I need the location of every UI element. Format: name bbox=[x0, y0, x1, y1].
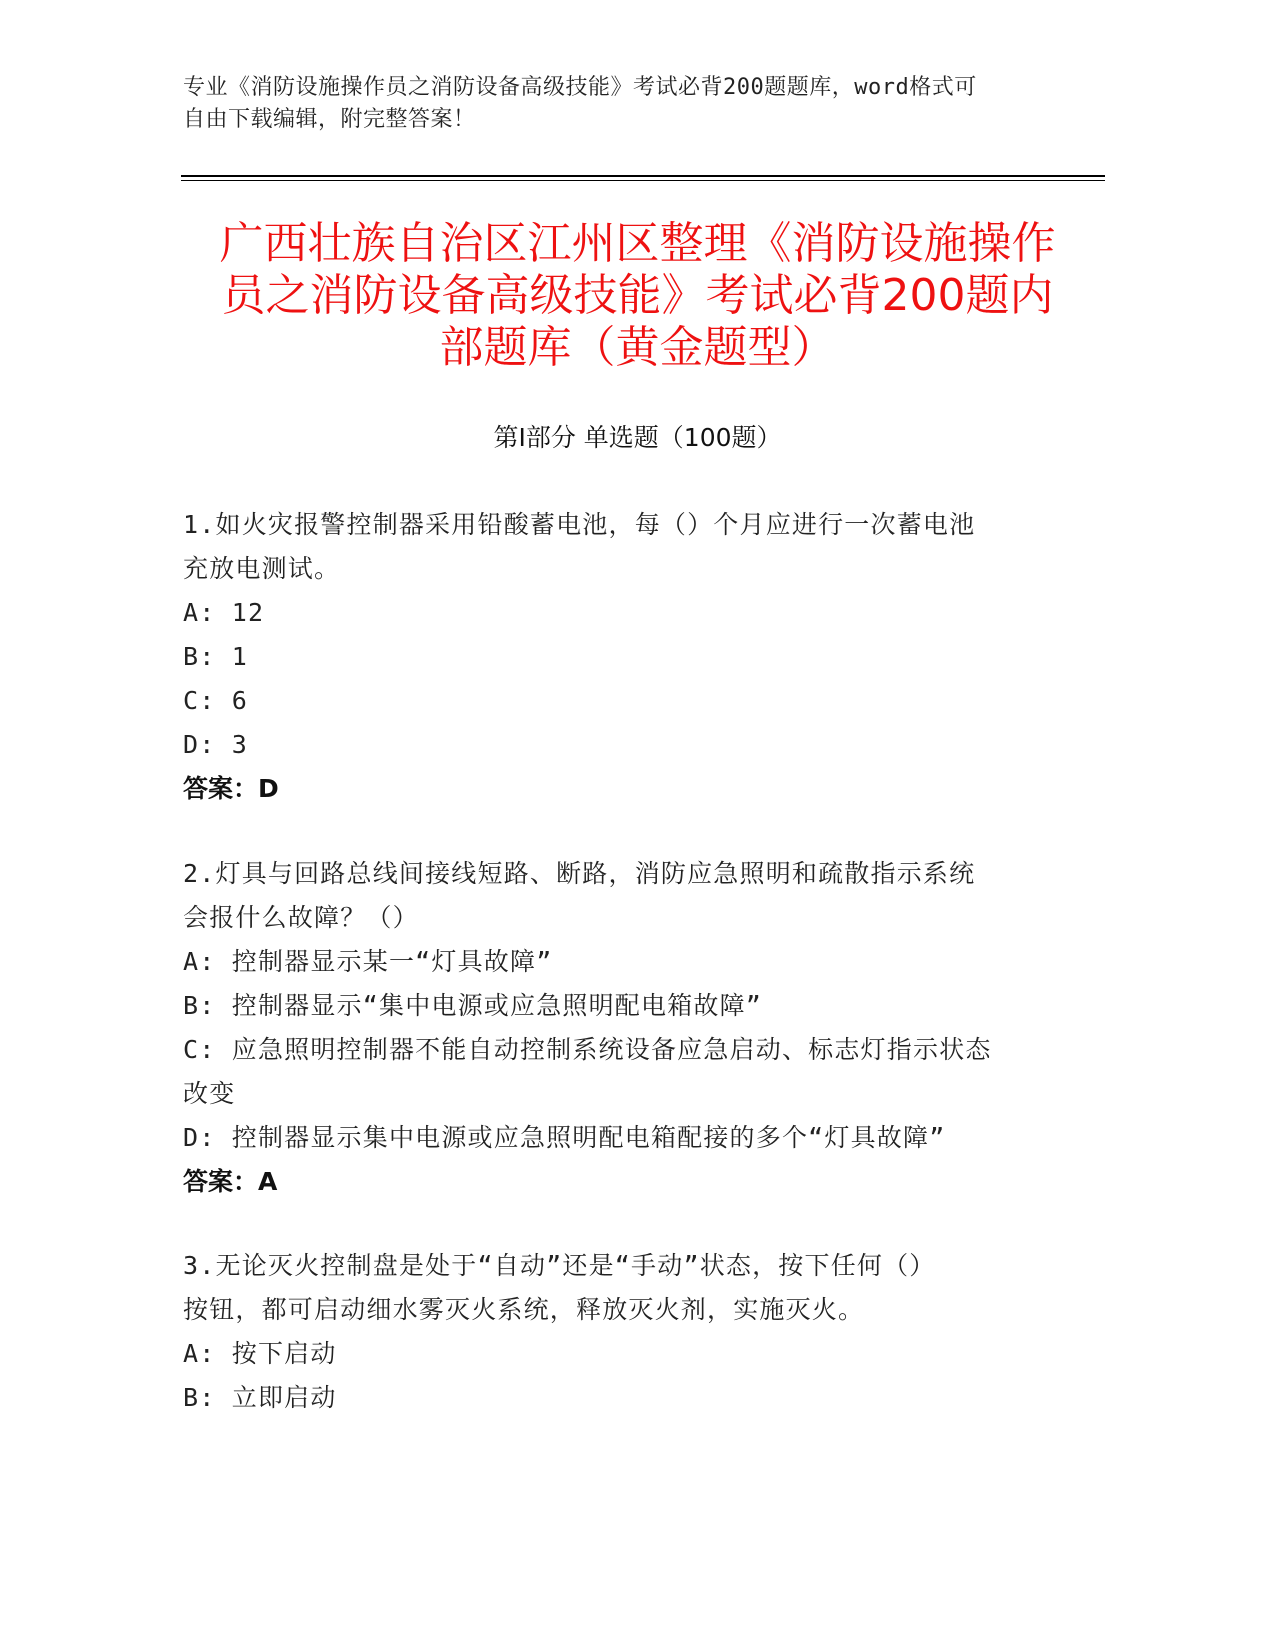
document-title bbox=[150, 218, 1125, 374]
option-b: B: 1 bbox=[183, 642, 249, 671]
option-c: C: 应急照明控制器不能自动控制系统设备应急启动、标志灯指示状态 bbox=[183, 1035, 992, 1064]
title-line-2: 员之消防设备高级技能》考试必背200题内 bbox=[221, 270, 1054, 321]
question-stem: 2.灯具与回路总线间接线短路、断路，消防应急照明和疏散指示系统 bbox=[183, 859, 976, 888]
question-1 bbox=[183, 503, 1083, 811]
question-stem-continued: 充放电测试。 bbox=[183, 554, 341, 583]
header-note-line-1: 专业《消防设施操作员之消防设备高级技能》考试必背200题题库，word格式可 bbox=[183, 75, 977, 100]
question-stem: 1.如火灾报警控制器采用铅酸蓄电池，每（）个月应进行一次蓄电池 bbox=[183, 510, 976, 539]
question-stem-continued: 按钮，都可启动细水雾灭火系统，释放灭火剂，实施灭火。 bbox=[183, 1295, 865, 1324]
header-divider-thick bbox=[181, 175, 1105, 177]
question-stem: 3.无论灭火控制盘是处于“自动”还是“手动”状态，按下任何（） bbox=[183, 1251, 936, 1280]
option-c: C: 6 bbox=[183, 686, 249, 715]
title-line-1: 广西壮族自治区江州区整理《消防设施操作 bbox=[219, 218, 1056, 269]
section-heading: 第Ⅰ部分 单选题（100题） bbox=[493, 423, 782, 452]
option-a: A: 按下启动 bbox=[183, 1339, 337, 1368]
question-2 bbox=[183, 852, 1083, 1204]
answer: 答案：A bbox=[183, 1167, 278, 1196]
option-b: B: 立即启动 bbox=[183, 1383, 337, 1412]
option-a: A: 控制器显示某一“灯具故障” bbox=[183, 947, 553, 976]
title-line-3: 部题库（黄金题型） bbox=[439, 322, 836, 373]
question-stem-continued: 会报什么故障？（） bbox=[183, 903, 419, 932]
option-b: B: 控制器显示“集中电源或应急照明配电箱故障” bbox=[183, 991, 763, 1020]
option-d: D: 控制器显示集中电源或应急照明配电箱配接的多个“灯具故障” bbox=[183, 1123, 946, 1152]
option-d: D: 3 bbox=[183, 730, 249, 759]
header-note-line-2: 自由下载编辑，附完整答案！ bbox=[183, 107, 476, 132]
header-divider-thin bbox=[181, 180, 1105, 181]
option-a: A: 12 bbox=[183, 598, 265, 627]
option-c-continued: 改变 bbox=[183, 1079, 236, 1108]
header-note bbox=[183, 72, 1083, 136]
question-3 bbox=[183, 1244, 1083, 1420]
answer: 答案：D bbox=[183, 774, 279, 803]
